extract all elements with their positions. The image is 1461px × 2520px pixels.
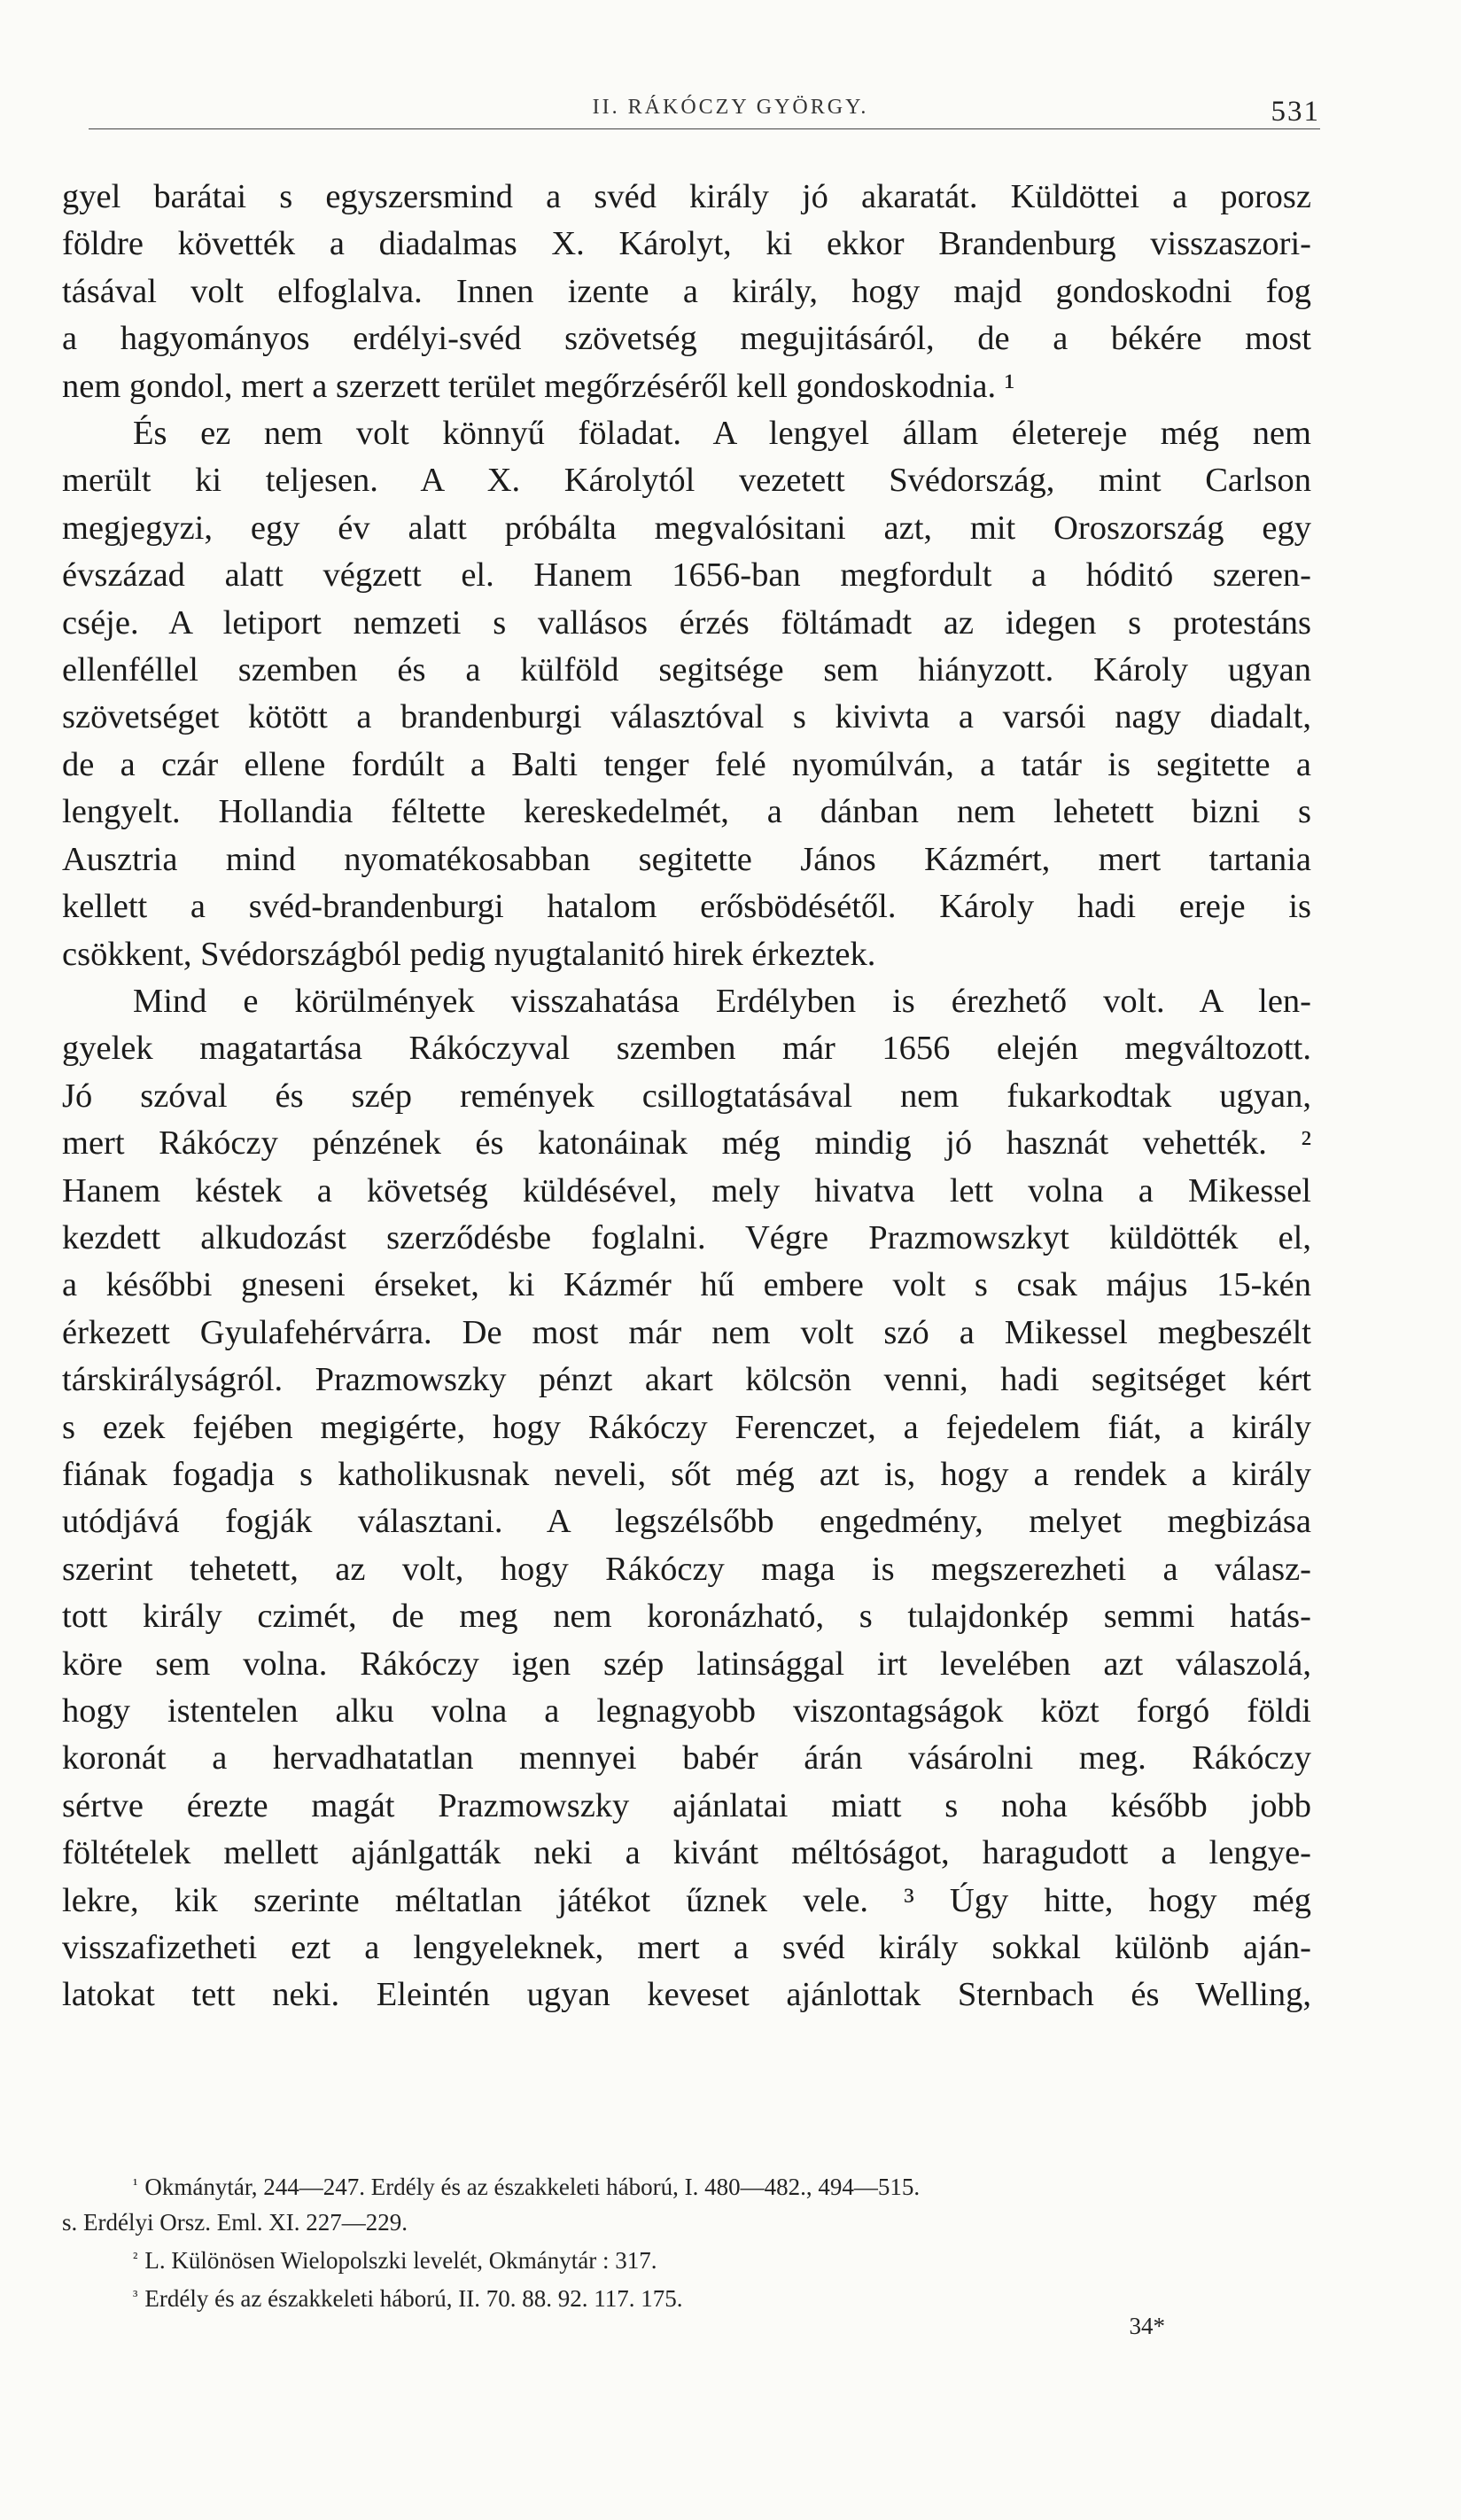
footnote	[62, 2278, 1311, 2316]
text-line: de a czár ellene fordúlt a Balti tenger felé nyomúlván, a tatár is segitette a	[62, 745, 1311, 783]
text-line: cséje. A letiport nemzeti s vallásos érzés föltámadt az idegen s protestáns	[62, 603, 1311, 642]
text-line: megjegyzi, egy év alatt próbálta megvalósitani azt, mit Oroszország egy	[62, 509, 1311, 547]
text-line: társkirályságról. Prazmowszky pénzt akart kölcsön venni, hadi segitséget kért	[62, 1361, 1311, 1399]
text-line: kellett a svéd-brandenburgi hatalom erősbödésétől. Károly hadi ereje is	[62, 888, 1311, 926]
text-line: koronát a hervadhatatlan mennyei babér árán vásárolni meg. Rákóczy	[62, 1739, 1311, 1777]
text-line: utódjává fogják választani. A legszélsőbb engedmény, melyet megbizása	[62, 1503, 1311, 1541]
body-text	[62, 174, 1311, 2019]
text-line: köre sem volna. Rákóczy igen szép latinsággal irt levelében azt válaszolá,	[62, 1645, 1311, 1683]
footnote-mark: ³	[133, 2287, 138, 2305]
text-line: szövetséget kötött a brandenburgi választóval s kivivta a varsói nagy diadalt,	[62, 698, 1311, 736]
text-line: nem gondol, mert a szerzett terület megőrzéséről kell gondoskodnia. ¹	[62, 367, 1015, 405]
footnote-continuation	[62, 2205, 1311, 2240]
text-line: szerint tehetett, az volt, hogy Rákóczy maga is megszerezheti a válasz-	[62, 1550, 1311, 1588]
text-line: tásával volt elfoglalva. Innen izente a király, hogy majd gondoskodni fog	[62, 272, 1311, 310]
footnotes	[62, 2166, 1311, 2316]
text-line: s ezek fejében megigérte, hogy Rákóczy Ferenczet, a fejedelem fiát, a király	[62, 1408, 1311, 1446]
footnote-mark: ¹	[133, 2175, 138, 2193]
page-number: 531	[1271, 96, 1320, 128]
signature-mark: 34*	[1129, 2313, 1165, 2339]
running-head: II. RÁKÓCZY GYÖRGY.	[592, 96, 869, 119]
footnote-text: Okmánytár, 244—247. Erdély és az északkeleti háború, I. 480—482., 494—515.	[144, 2174, 921, 2200]
text-line: sértve érezte magát Prazmowszky ajánlatai miatt s noha később jobb	[62, 1786, 1311, 1824]
footnote-text: L. Különösen Wielopolszki levelét, Okmánytár : 317.	[144, 2247, 657, 2274]
text-line: Hanem késtek a követség küldésével, mely hivatva lett volna a Mikessel	[62, 1171, 1311, 1209]
footnote	[62, 2166, 1311, 2205]
text-line: ellenféllel szemben és a külföld segitsége sem hiányzott. Károly ugyan	[62, 651, 1311, 689]
text-line: a későbbi gneseni érseket, ki Kázmér hű embere volt s csak május 15-kén	[62, 1266, 1311, 1304]
text-line: lekre, kik szerinte méltatlan játékot űznek vele. ³ Úgy hitte, hogy még	[62, 1881, 1311, 1919]
footnote-text: s. Erdélyi Orsz. Eml. XI. 227—229.	[62, 2209, 408, 2236]
text-line: gyelek magatartása Rákóczyval szemben már 1656 elején megváltozott.	[62, 1030, 1311, 1068]
text-line: kezdett alkudozást szerződésbe foglalni. Végre Prazmowszkyt küldötték el,	[62, 1218, 1311, 1256]
text-line: Ausztria mind nyomatékosabban segitette János Kázmért, mert tartania	[62, 840, 1311, 878]
text-line: évszázad alatt végzett el. Hanem 1656-ban megfordult a hóditó szeren-	[62, 556, 1311, 595]
text-line: gyel barátai s egyszersmind a svéd király jó akaratát. Küldöttei a porosz	[62, 178, 1311, 215]
text-line: csökkent, Svédországból pedig nyugtalanitó hirek érkeztek.	[62, 935, 876, 973]
text-line: latokat tett neki. Eleintén ugyan keveset ajánlottak Sternbach és Welling,	[62, 1976, 1311, 2014]
text-line: mert Rákóczy pénzének és katonáinak még mindig jó hasznát vehették. ²	[62, 1124, 1311, 1163]
text-line: fiának fogadja s katholikusnak neveli, sőt még azt is, hogy a rendek a király	[62, 1455, 1311, 1493]
text-line: tott király czimét, de meg nem koronázható, s tulajdonkép semmi hatás-	[62, 1598, 1311, 1636]
text-line: Jó szóval és szép remények csillogtatásával nem fukarkodtak ugyan,	[62, 1077, 1311, 1115]
footnote	[62, 2240, 1311, 2278]
footnote-mark: ²	[133, 2249, 138, 2267]
text-line: föltételek mellett ajánlgatták neki a kivánt méltóságot, haragudott a lengye-	[62, 1834, 1311, 1872]
text-line: visszafizetheti ezt a lengyeleknek, mert a svéd király sokkal különb aján-	[62, 1929, 1311, 1967]
text-line: a hagyományos erdélyi-svéd szövetség megujitásáról, de a békére most	[62, 320, 1311, 358]
text-line: hogy istentelen alku volna a legnagyobb viszontagságok közt forgó földi	[62, 1692, 1311, 1730]
text-line: földre követték a diadalmas X. Károlyt, ki ekkor Brandenburg visszaszori-	[62, 225, 1311, 263]
footnote-text: Erdély és az északkeleti háború, II. 70. 88. 92. 117. 175.	[144, 2285, 683, 2312]
text-line: érkezett Gyulafehérvárra. De most már nem volt szó a Mikessel megbeszélt	[62, 1313, 1311, 1351]
text-line: lengyelt. Hollandia féltette kereskedelmét, a dánban nem lehetett bizni s	[62, 793, 1311, 831]
text-line: Mind e körülmények visszahatása Erdélyben is érezhető volt. A len-	[133, 982, 1311, 1020]
text-line: merült ki teljesen. A X. Károlytól vezetett Svédország, mint Carlson	[62, 462, 1311, 500]
text-line: És ez nem volt könnyű föladat. A lengyel állam életereje még nem	[133, 415, 1311, 453]
header-rule	[89, 128, 1320, 129]
